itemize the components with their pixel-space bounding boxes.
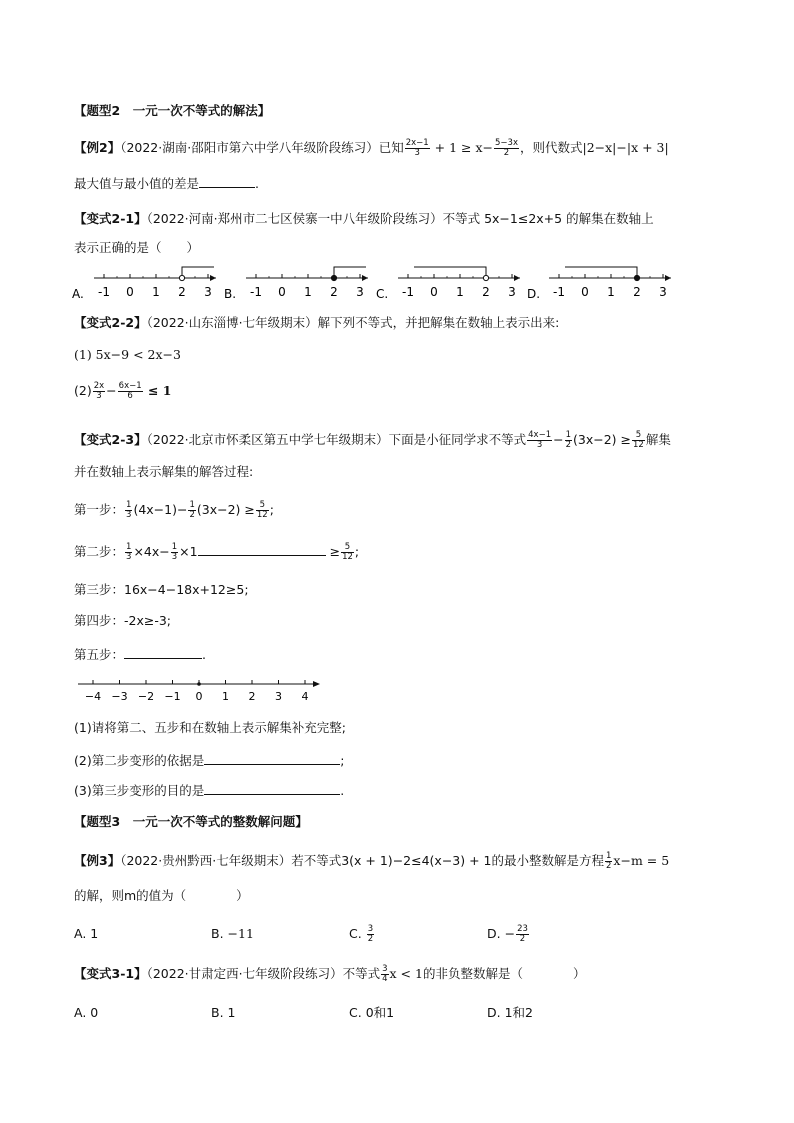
variant-3-1: 【变式3-1】（2022·甘肃定西·七年级阶段练习）不等式 $\frac{3}{4}$ x < 1的非负整数解是（ ） <box>74 964 586 984</box>
sub-question-2: (2)第二步变形的依据是 ; <box>74 750 344 771</box>
fraction-5-3x-over-2: $\frac{5-3x}{2}$ <box>495 138 518 158</box>
axis-arrow <box>313 681 320 687</box>
example-2-line2: 最大值与最小值的差是 . <box>74 173 259 194</box>
variant-2-1-line2: 表示正确的是（ ） <box>74 240 200 255</box>
option-letter: C. <box>376 287 389 301</box>
solution-ray <box>414 267 486 278</box>
solution-ray <box>182 267 214 278</box>
tick-label: −1 <box>164 690 181 703</box>
v31-option-d[interactable]: D. 1和2 <box>487 1005 533 1020</box>
v31-option-b[interactable]: B. 1 <box>211 1005 236 1020</box>
variant-2-3-line2: 并在数轴上表示解集的解答过程: <box>74 464 254 479</box>
axis-arrow <box>514 275 520 281</box>
tick-label: -1 <box>402 285 414 299</box>
option-letter: A. <box>72 287 84 301</box>
step-5: 第五步： . <box>74 644 206 665</box>
section-title-3: 【题型3 一元一次不等式的整数解问题】 <box>74 814 308 829</box>
step-5-blank[interactable] <box>124 644 202 659</box>
tick-label: 3 <box>275 690 282 703</box>
tick-label: 1 <box>222 690 229 703</box>
tick-label: 2 <box>330 285 338 299</box>
tick-label: 1 <box>607 285 615 299</box>
tick-label: −4 <box>84 690 102 703</box>
step-4: 第四步：-2x≥-3; <box>74 613 172 628</box>
ex3-option-d[interactable]: D. − $\frac{23}{2}$ <box>487 924 528 944</box>
number-line-blank <box>70 672 330 706</box>
tick-label: 1 <box>152 285 160 299</box>
ex3-option-c[interactable]: C. $\frac{3}{2}$ <box>349 924 374 944</box>
tick-label: 1 <box>456 285 464 299</box>
tick-label: -1 <box>98 285 110 299</box>
tick-label: -1 <box>250 285 262 299</box>
ex3-option-a[interactable]: A. 1 <box>74 926 99 941</box>
sub-2-blank[interactable] <box>204 750 340 765</box>
step-3: 第三步：16x−4−18x+12≥5; <box>74 582 249 597</box>
tick-label: -1 <box>553 285 565 299</box>
step-2-blank[interactable] <box>198 541 326 556</box>
section-title-2: 【题型2 一元一次不等式的解法】 <box>74 103 271 118</box>
v31-option-a[interactable]: A. 0 <box>74 1005 99 1020</box>
tick-label: −3 <box>111 690 128 703</box>
tick-label: 2 <box>178 285 186 299</box>
answer-blank[interactable] <box>199 173 255 188</box>
tick-label: 0 <box>430 285 438 299</box>
tick-label: −2 <box>137 690 155 703</box>
tick-label: 2 <box>482 285 490 299</box>
example-3-line2: 的解，则m的值为（ ） <box>74 888 249 903</box>
sub-question-1: (1)请将第二、五步和在数轴上表示解集补充完整; <box>74 720 346 735</box>
tick-label: 3 <box>356 285 364 299</box>
variant-2-2-q1: (1) 5x−9 < 2x−3 <box>74 347 181 362</box>
tick-label: 1 <box>304 285 312 299</box>
tick-label: 3 <box>659 285 667 299</box>
axis-arrow <box>665 275 671 281</box>
option-letter: B. <box>224 287 237 301</box>
tick-label: 0 <box>126 285 134 299</box>
variant-2-3: 【变式2-3】（2022·北京市怀柔区第五中学七年级期末）下面是小征同学求不等式 $\frac{4x-1}{3}$ − $\frac{1}{2}$ (3x−2) ≥ $\frac{5}{12}$ 解集 <box>74 430 671 450</box>
option-letter: D. <box>527 287 541 301</box>
open-endpoint <box>179 275 184 280</box>
solid-endpoint <box>331 275 336 280</box>
sub-3-blank[interactable] <box>204 780 340 795</box>
tick-label: 0 <box>195 690 203 703</box>
tick-label: 2 <box>248 690 256 703</box>
axis-arrow <box>210 275 216 281</box>
v31-option-c[interactable]: C. 0和1 <box>349 1005 395 1020</box>
tick-label: 3 <box>204 285 212 299</box>
sub-question-3: (3)第三步变形的目的是 . <box>74 780 344 801</box>
number-line-options <box>70 262 690 304</box>
example-2-source: （2022·湖南·邵阳市第六中学八年级阶段练习）已知 <box>120 140 404 155</box>
solution-ray <box>334 267 366 278</box>
tick-label: 4 <box>301 690 309 703</box>
open-endpoint <box>483 275 488 280</box>
example-2: 【例2】（2022·湖南·邵阳市第六中学八年级阶段练习）已知 $\frac{2x-1}{3}$ + 1 ≥ x− $\frac{5-3x}{2}$ ，则代数式|2−x|−|x + 3| <box>74 138 669 158</box>
example-3: 【例3】（2022·贵州黔西·七年级期末）若不等式3(x + 1)−2≤4(x−3) + 1的最小整数解是方程 $\frac{1}{2}$ x−m = 5 <box>74 851 670 871</box>
variant-2-1: 【变式2-1】（2022·河南·郑州市二七区侯寨一中八年级阶段练习）不等式 5x−1≤2x+5 的解集在数轴上 <box>74 211 654 226</box>
example-2-label: 【例2】 <box>74 140 121 155</box>
tick-label: 3 <box>508 285 516 299</box>
ex3-option-b[interactable]: B. −11 <box>211 926 254 941</box>
tick-label: 0 <box>278 285 286 299</box>
solution-ray <box>565 267 637 278</box>
tick-label: 0 <box>581 285 589 299</box>
solid-endpoint <box>634 275 639 280</box>
variant-2-2: 【变式2-2】（2022·山东淄博·七年级期末）解下列不等式，并把解集在数轴上表示出来: <box>74 315 560 330</box>
step-2: 第二步： $\frac{1}{3}$ ×4x− $\frac{1}{3}$ ×1 ≥ $\frac{5}{12}$ ; <box>74 542 360 562</box>
axis-arrow <box>362 275 368 281</box>
variant-2-2-q2: (2) $\frac{2x}{3}$ − $\frac{6x-1}{6}$ ≤ 1 <box>74 381 172 401</box>
step-1: 第一步： $\frac{1}{3}$ (4x−1)− $\frac{1}{2}$ (3x−2) ≥ $\frac{5}{12}$ ; <box>74 500 274 520</box>
origin-dot <box>197 682 201 686</box>
tick-label: 2 <box>633 285 641 299</box>
fraction-2x-1-over-3: $\frac{2x-1}{3}$ <box>405 138 429 158</box>
